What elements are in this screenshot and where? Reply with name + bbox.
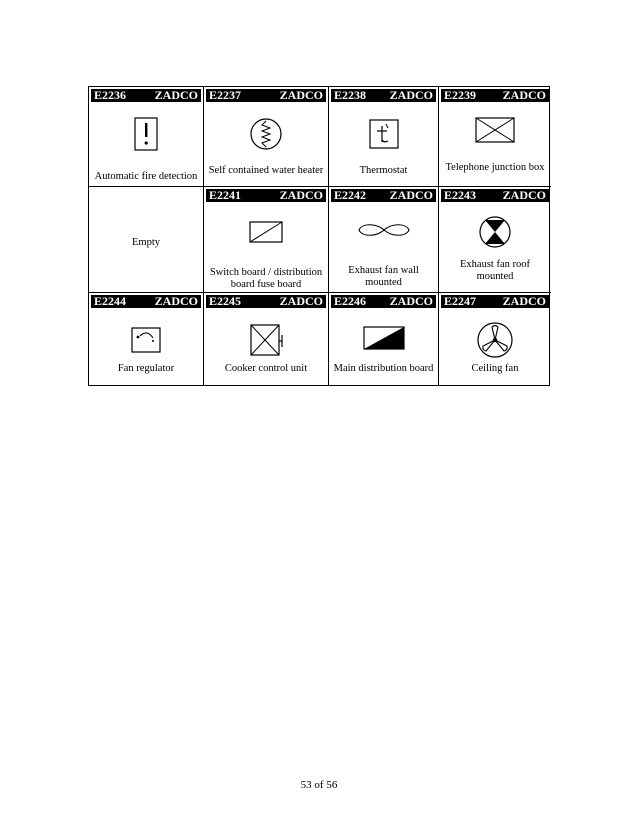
bowtie-circle-icon xyxy=(478,215,512,249)
symbol-code: E2242 xyxy=(334,188,367,202)
symbol-cell-e2236 xyxy=(89,87,204,187)
symbol-label: Fan regulator xyxy=(117,363,175,374)
symbol-cell-e2246 xyxy=(329,293,439,385)
symbol-label: Exhaust fan roof mounted xyxy=(460,259,530,282)
symbol-code: E2238 xyxy=(334,88,367,102)
cell-header xyxy=(331,89,436,102)
symbol-cell-e2245 xyxy=(204,293,329,385)
symbol-code: E2245 xyxy=(209,294,242,308)
symbol-cell-e2244 xyxy=(89,293,204,385)
symbol-cell-e2239 xyxy=(439,87,551,187)
brand-name: ZADCO xyxy=(279,88,323,102)
cell-header xyxy=(91,89,201,102)
brand-name: ZADCO xyxy=(279,294,323,308)
brand-name: ZADCO xyxy=(502,294,546,308)
symbol-label: Exhaust fan wall mounted xyxy=(348,265,419,288)
symbol-cell-e2237 xyxy=(204,87,329,187)
symbol-label: Main distribution board xyxy=(333,363,434,374)
diagonal-box-icon xyxy=(249,221,283,243)
symbol-table xyxy=(88,86,550,386)
exclamation-box-icon xyxy=(134,117,158,151)
symbol-label: Empty xyxy=(132,237,160,248)
symbol-code: E2246 xyxy=(334,294,367,308)
ceiling-fan-icon xyxy=(476,321,514,359)
cell-header xyxy=(441,189,549,202)
crossed-box-icon xyxy=(475,117,515,143)
symbol-code: E2241 xyxy=(209,188,242,202)
cell-header xyxy=(441,89,549,102)
half-filled-box-icon xyxy=(363,326,405,350)
brand-name: ZADCO xyxy=(154,294,198,308)
water-heater-icon xyxy=(249,117,283,151)
cell-header xyxy=(206,189,326,202)
thermostat-icon xyxy=(369,119,399,149)
symbol-cell-e2241 xyxy=(204,187,329,293)
symbol-code: E2239 xyxy=(444,88,477,102)
cooker-control-icon xyxy=(248,323,284,357)
symbol-code: E2236 xyxy=(94,88,127,102)
brand-name: ZADCO xyxy=(502,188,546,202)
symbol-cell-e2243 xyxy=(439,187,551,293)
brand-name: ZADCO xyxy=(389,88,433,102)
cell-header xyxy=(206,89,326,102)
symbol-cell-empty xyxy=(89,187,204,293)
cell-header xyxy=(331,189,436,202)
symbol-cell-e2242 xyxy=(329,187,439,293)
brand-name: ZADCO xyxy=(389,188,433,202)
brand-name: ZADCO xyxy=(389,294,433,308)
cell-header xyxy=(331,295,436,308)
symbol-label: Thermostat xyxy=(359,165,408,176)
symbol-code: E2244 xyxy=(94,294,127,308)
symbol-label: Cooker control unit xyxy=(224,363,308,374)
symbol-code: E2247 xyxy=(444,294,477,308)
cell-header xyxy=(91,295,201,308)
symbol-label: Automatic fire detection xyxy=(94,171,198,182)
symbol-cell-e2247 xyxy=(439,293,551,385)
symbol-cell-e2238 xyxy=(329,87,439,187)
fan-regulator-icon xyxy=(131,327,161,353)
page-number: 53 of 56 xyxy=(300,779,338,791)
brand-name: ZADCO xyxy=(154,88,198,102)
symbol-label: Switch board / distribution board fuse board xyxy=(209,267,323,290)
cell-header xyxy=(206,295,326,308)
brand-name: ZADCO xyxy=(279,188,323,202)
symbol-code: E2243 xyxy=(444,188,477,202)
brand-name: ZADCO xyxy=(502,88,546,102)
cell-header xyxy=(441,295,549,308)
symbol-code: E2237 xyxy=(209,88,242,102)
symbol-label: Self contained water heater xyxy=(208,165,324,176)
symbol-label: Ceiling fan xyxy=(471,363,519,374)
figure-eight-icon xyxy=(356,223,412,237)
symbol-label: Telephone junction box xyxy=(445,162,545,173)
